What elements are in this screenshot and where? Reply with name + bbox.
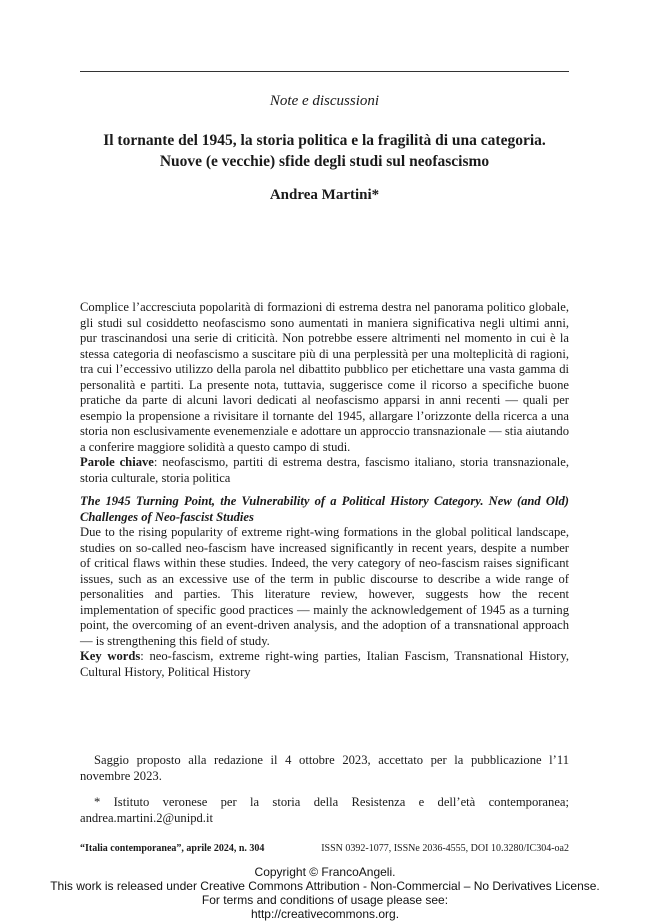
journal-citation: “Italia contemporanea”, aprile 2024, n. 304 — [80, 843, 265, 854]
license-link[interactable]: http://creativecommons.org. — [250, 907, 400, 921]
keywords-en: : neo-fascism, extreme right-wing parties, Italian Fascism, Transnational History, Cultural History, Political History — [80, 649, 569, 679]
page-footer — [80, 843, 569, 854]
issn-doi: ISSN 0392-1077, ISSNe 2036-4555, DOI 10.3280/IC304-oa2 — [321, 843, 569, 854]
license-line: This work is released under Creative Commons Attribution - Non-Commercial – No Derivatives License. — [50, 879, 600, 893]
affiliation-note: * Istituto veronese per la storia della Resistenza e dell’età contemporanea; andrea.martini.2@unipd.it — [80, 795, 569, 825]
abstract-english-text: Due to the rising popularity of extreme right-wing formations in the global political landscape, studies on so-called neo-fascism have increased significantly in recent years, despite a number of critical flaws within these studies. Indeed, the very category of neo-fascism raises significant issues, such as an excessive use of the term in public discourse to describe a wide range of personalities and parties. This literature review, however, suggests how the recent implementation of specific good practices — mainly the acknowledgement of 1945 as a turning point, the overcoming of an event-driven analysis, and the adoption of a transnational approach — is strengthening this field of study. — [80, 525, 569, 648]
author-name: Andrea Martini* — [269, 187, 380, 203]
keywords-label-it: Parole chiave — [80, 455, 154, 469]
abstract-english — [80, 494, 569, 680]
article-title-line2: Nuove (e vecchie) sfide degli studi sul neofascismo — [159, 153, 490, 170]
abstract-italian-text: Complice l’accresciuta popolarità di formazioni di estrema destra nel panorama politico globale, gli studi sul cosiddetto neofascismo sono aumentati in maniera significativa negli ultimi anni, pur trascinandosi una serie di criticità. Non potrebbe essere altrimenti nel momento in cui è la stessa categoria di neofascismo a suscitare più di una perplessità per una molteplicità di ragioni, tra cui l’eccessivo utilizzo della parola nel dibattito pubblico per etichettare una vasta gamma di personalità e partiti. La presente nota, tuttavia, suggerisce come il ricorso a specifiche buone pratiche da parte di alcuni lavori dedicati al neofascismo apparsi in anni recenti — quali per esempio la propensione a rivisitare il tornante del 1945, allargare l’orizzonte della ricerca a una storia non esclusivamente evenemenziale e adottare un approccio transnazionale — stia aiutando a conferire maggiore solidità a questo campo di studi. — [80, 300, 569, 454]
terms-line: For terms and conditions of usage please see: — [201, 893, 449, 907]
english-title: The 1945 Turning Point, the Vulnerability of a Political History Category. New (and Old) Challenges of Neo-fascist Studies — [80, 494, 569, 524]
keywords-it: : neofascismo, partiti di estrema destra, fascismo italiano, storia transnazionale, storia culturale, storia politica — [80, 455, 569, 485]
section-heading: Note e discussioni — [269, 93, 380, 109]
copyright-line: Copyright © FrancoAngeli. — [254, 865, 396, 879]
top-rule — [80, 71, 569, 72]
license-block — [0, 865, 650, 921]
submission-note: Saggio proposto alla redazione il 4 ottobre 2023, accettato per la pubblicazione l’11 novembre 2023. — [80, 753, 569, 783]
keywords-label-en: Key words — [80, 649, 141, 663]
abstract-italian — [80, 300, 569, 486]
article-title-line1: Il tornante del 1945, la storia politica e la fragilità di una categoria. — [103, 132, 546, 149]
article-title — [80, 130, 569, 172]
